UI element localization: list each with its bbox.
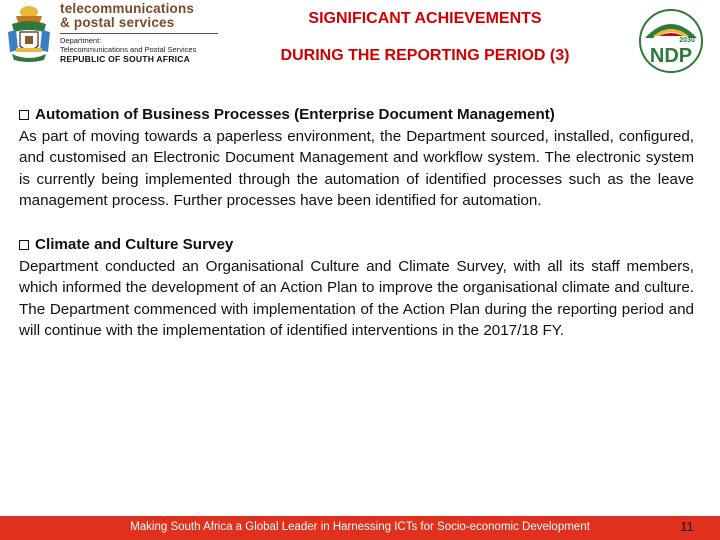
section-body: Department conducted an Organisational Culture and Climate Survey, with all its staff members, which informed the development of an Action Plan to improve the organisational climate and culture. The Department commenced with implementation of the Action Plan during the reporting period and will continue with the implementation of identified interventions in the 2017/18 FY. [19,257,694,340]
slide-content [19,104,694,342]
section-heading-text: Climate and Culture Survey [35,235,234,253]
ndp-text: NDP [649,45,693,67]
ndp-year-text: 2030 [679,37,695,44]
section-body: As part of moving towards a paperless environment, the Department sourced, installed, configured, and customised an Electronic Document Management and workflow system. The electronic system is currently being implemented through the automation of identified processes such as the leave management process. Further processes have been identified for automation. [19,127,694,210]
department-logo [4,2,218,66]
coat-of-arms-icon [4,2,54,64]
department-text-block [60,2,220,65]
republic-label: REPUBLIC OF SOUTH AFRICA [60,54,191,64]
brand-line-2: & postal services [60,15,175,30]
slide-title-line-2: DURING THE REPORTING PERIOD (3) [280,47,570,64]
checkbox-bullet-icon [19,240,29,250]
section-heading [19,104,694,126]
checkbox-bullet-icon [19,110,29,120]
slide-header [0,0,720,84]
footer-tagline: Making South Africa a Global Leader in Harnessing ICTs for Socio-economic Development [130,521,590,533]
page-number: 11 [680,519,694,534]
slide-title-line-1: SIGNIFICANT ACHIEVEMENTS [308,10,542,27]
section-heading [19,234,694,256]
section-heading-text: Automation of Business Processes (Enterprise Document Management) [35,106,555,123]
department-label: Department: [60,36,102,45]
footer-bar [0,516,720,540]
department-name: Telecommunications and Postal Services [60,45,197,54]
ndp-2030-logo [637,8,705,74]
brand-line-1: telecommunications [60,1,195,16]
section-spacer [19,212,694,234]
logo-divider [60,33,218,34]
